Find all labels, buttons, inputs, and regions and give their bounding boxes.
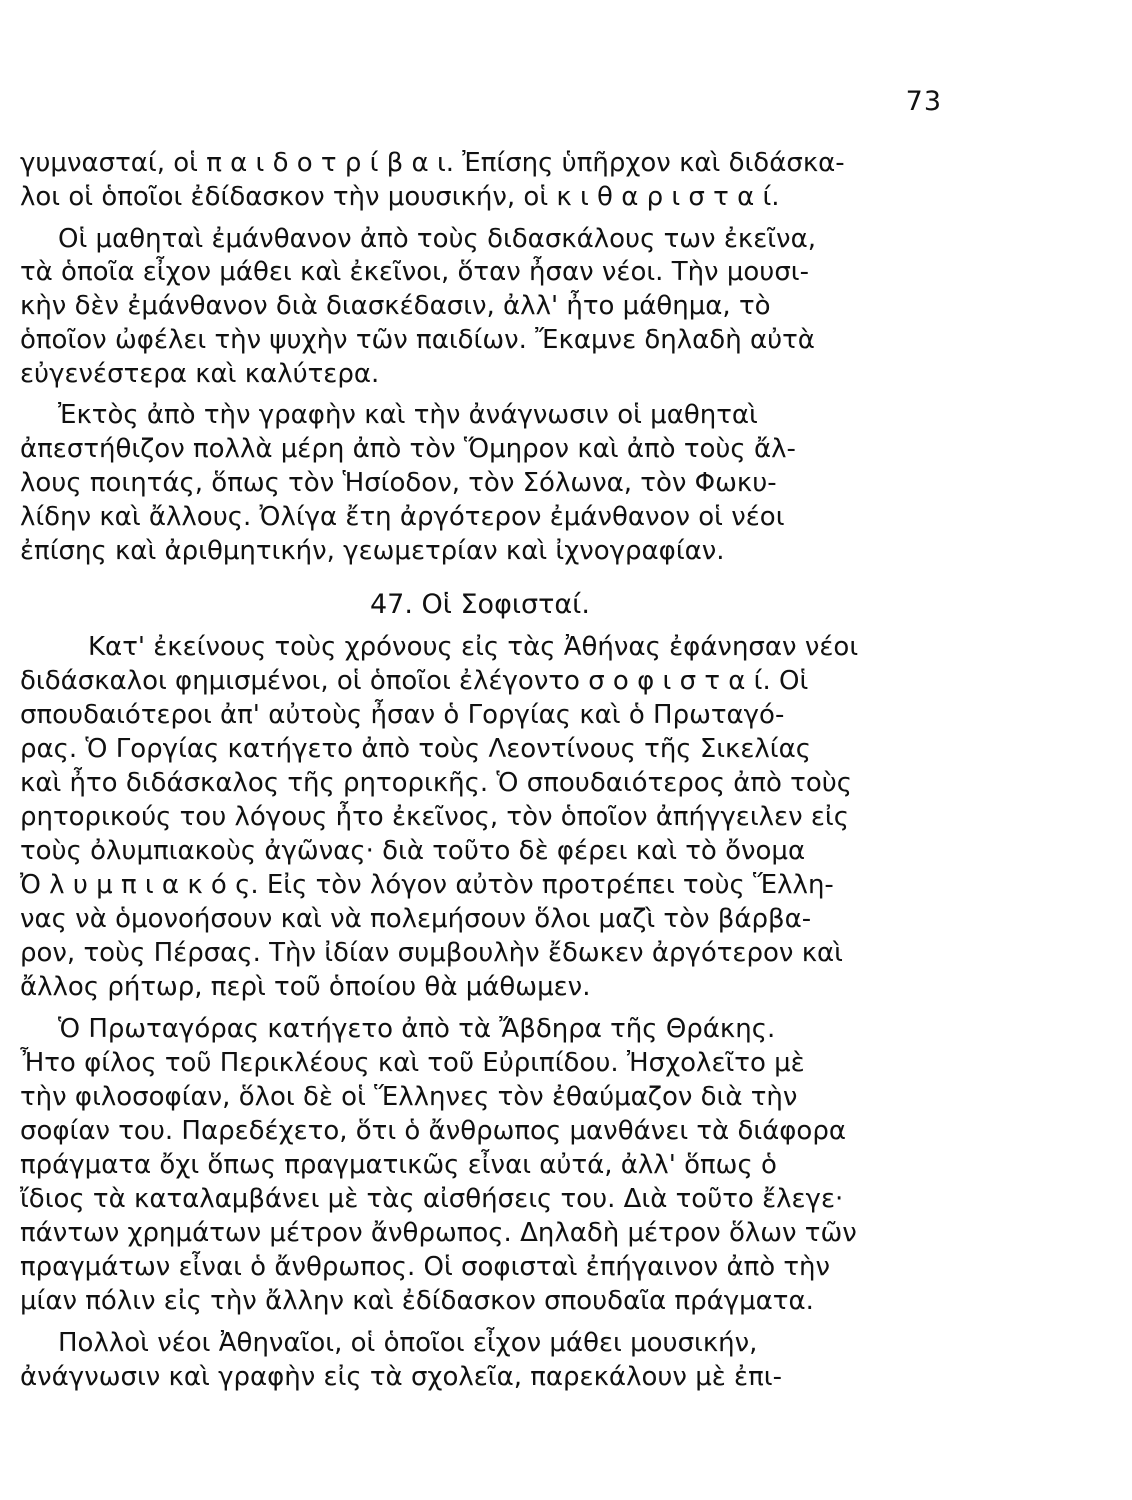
- text-line: Ἐκτὸς ἀπὸ τὴν γραφὴν καὶ τὴν ἀνάγνωσιν οἱ μαθηταὶ: [58, 400, 758, 430]
- text-line: ρας. Ὁ Γοργίας κατήγετο ἀπὸ τοὺς Λεοντίνους τῆς Σικελίας: [20, 734, 812, 764]
- section-heading: 47. Οἱ Σοφισταί.: [370, 589, 590, 620]
- text-line: Ὀ λ υ μ π ι α κ ό ς. Εἰς τὸν λόγον αὐτὸν προτρέπει τοὺς Ἕλλη-: [20, 870, 834, 900]
- text-line: σπουδαιότεροι ἀπ' αὐτοὺς ἦσαν ὁ Γοργίας καὶ ὁ Πρωταγό-: [20, 700, 785, 730]
- text-line: τοὺς ὀλυμπιακοὺς ἀγῶνας· διὰ τοῦτο δὲ φέρει καὶ τὸ ὄνομα: [20, 836, 806, 866]
- text-line: πάντων χρημάτων μέτρον ἄνθρωπος. Δηλαδὴ μέτρον ὅλων τῶν: [20, 1218, 857, 1248]
- text-line: νας νὰ ὁμονοήσουν καὶ νὰ πολεμήσουν ὅλοι μαζὶ τὸν βάρβα-: [20, 904, 812, 934]
- text-line: Ὁ Πρωταγόρας κατήγετο ἀπὸ τὰ Ἄβδηρα τῆς Θράκης.: [58, 1014, 776, 1044]
- text-line: διδάσκαλοι φημισμένοι, οἱ ὁποῖοι ἐλέγοντο σ ο φ ι σ τ α ί. Οἱ: [20, 666, 809, 696]
- text-line: Πολλοὶ νέοι Ἀθηναῖοι, οἱ ὁποῖοι εἶχον μάθει μουσικήν,: [58, 1328, 758, 1358]
- text-line: λίδην καὶ ἄλλους. Ὀλίγα ἔτη ἀργότερον ἐμάνθανον οἱ νέοι: [20, 502, 785, 532]
- text-line: τὰ ὁποῖα εἶχον μάθει καὶ ἐκεῖνοι, ὅταν ἦσαν νέοι. Τὴν μουσι-: [20, 257, 809, 287]
- text-line: μίαν πόλιν εἰς τὴν ἄλλην καὶ ἐδίδασκον σπουδαῖα πράγματα.: [20, 1286, 814, 1316]
- text-line: ὁποῖον ὠφέλει τὴν ψυχὴν τῶν παιδίων. Ἔκαμνε δηλαδὴ αὐτὰ: [20, 325, 815, 355]
- text-line: Κατ' ἐκείνους τοὺς χρόνους εἰς τὰς Ἀθήνας ἐφάνησαν νέοι: [88, 632, 859, 662]
- text-line: πράγματα ὄχι ὅπως πραγματικῶς εἶναι αὐτά, ἀλλ' ὅπως ὁ: [20, 1150, 777, 1180]
- text-line: λοι οἱ ὁποῖοι ἐδίδασκον τὴν μουσικήν, οἱ κ ι θ α ρ ι σ τ α ί.: [20, 182, 780, 212]
- text-line: Ἦτο φίλος τοῦ Περικλέους καὶ τοῦ Εὐριπίδου. Ἠσχολεῖτο μὲ: [20, 1048, 805, 1078]
- text-line: Οἱ μαθηταὶ ἐμάνθανον ἀπὸ τοὺς διδασκάλους των ἐκεῖνα,: [58, 224, 816, 254]
- text-line: λους ποιητάς, ὅπως τὸν Ἡσίοδον, τὸν Σόλωνα, τὸν Φωκυ-: [20, 468, 777, 498]
- text-line: ἀπεστήθιζον πολλὰ μέρη ἀπὸ τὸν Ὅμηρον καὶ ἀπὸ τοὺς ἄλ-: [20, 434, 796, 464]
- text-line: ἴδιος τὰ καταλαμβάνει μὲ τὰς αἰσθήσεις του. Διὰ τοῦτο ἔλεγε·: [20, 1184, 844, 1214]
- text-line: ἄλλος ρήτωρ, περὶ τοῦ ὁποίου θὰ μάθωμεν.: [20, 972, 591, 1002]
- text-line: ρον, τοὺς Πέρσας. Τὴν ἰδίαν συμβουλὴν ἔδωκεν ἀργότερον καὶ: [20, 938, 843, 968]
- text-line: ρητορικούς του λόγους ἦτο ἐκεῖνος, τὸν ὁποῖον ἀπήγγειλεν εἰς: [20, 802, 849, 832]
- text-line: κὴν δὲν ἐμάνθανον διὰ διασκέδασιν, ἀλλ' ἦτο μάθημα, τὸ: [20, 291, 771, 321]
- text-line: τὴν φιλοσοφίαν, ὅλοι δὲ οἱ Ἕλληνες τὸν ἐθαύμαζον διὰ τὴν: [20, 1082, 798, 1112]
- text-line: καὶ ἦτο διδάσκαλος τῆς ρητορικῆς. Ὁ σπουδαιότερος ἀπὸ τοὺς: [20, 768, 853, 798]
- text-line: εὐγενέστερα καὶ καλύτερα.: [20, 359, 380, 389]
- text-line: σοφίαν του. Παρεδέχετο, ὅτι ὁ ἄνθρωπος μανθάνει τὰ διάφορα: [20, 1116, 846, 1146]
- text-line: γυμνασταί, οἱ π α ι δ ο τ ρ ί β α ι. Ἐπίσης ὑπῆρχον καὶ διδάσκα-: [20, 148, 845, 178]
- page-number: 73: [905, 86, 942, 117]
- text-line: πραγμάτων εἶναι ὁ ἄνθρωπος. Οἱ σοφισταὶ ἐπήγαινον ἀπὸ τὴν: [20, 1252, 831, 1282]
- text-line: ἀνάγνωσιν καὶ γραφὴν εἰς τὰ σχολεῖα, παρεκάλουν μὲ ἐπι-: [20, 1362, 782, 1392]
- text-line: ἐπίσης καὶ ἀριθμητικήν, γεωμετρίαν καὶ ἰχνογραφίαν.: [20, 536, 725, 566]
